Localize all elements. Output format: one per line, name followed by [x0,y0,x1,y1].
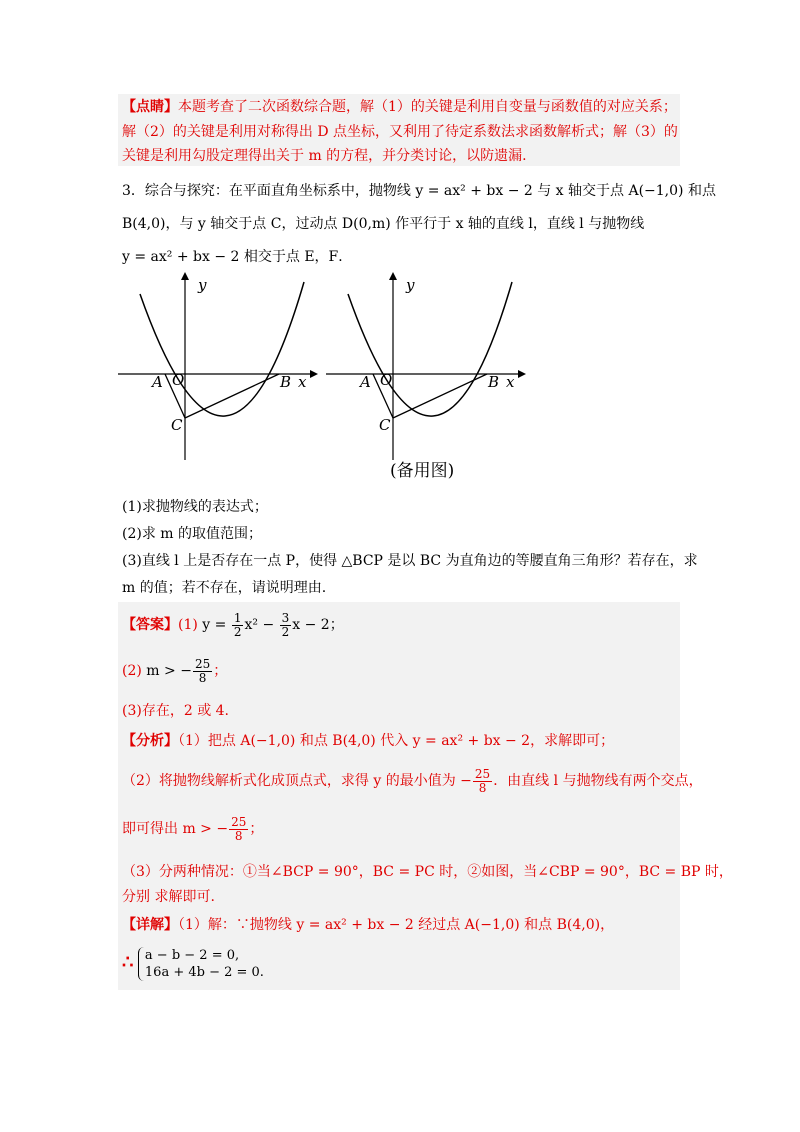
x-axis-label: x [506,373,515,391]
detail-system: ∴ a − b − 2 = 0, 16a + 4b − 2 = 0. [122,948,264,980]
question-1: (1)求抛物线的表达式； [122,499,268,515]
analysis-line-5: 分别 求解即可. [122,889,215,905]
figure-caption: (备用图) [390,461,455,481]
problem-line-2: B(4,0)，与 y 轴交于点 C，过动点 D(0,m) 作平行于 x 轴的直线 l，直线 l 与抛物线 [122,216,645,232]
problem-line-1: 3．综合与探究：在平面直角坐标系中，抛物线 y = ax² + bx − 2 与 x 轴交于点 A(−1,0) 和点 [122,183,716,199]
equation-system: a − b − 2 = 0, 16a + 4b − 2 = 0. [138,947,264,981]
answer-1: 【答案】(1) y = $\frac{1}{2}$ x² − $\frac{3}{2}$ x − 2； [122,610,344,639]
point-c-label: C [379,416,391,434]
detail-line-1: 【详解】（1）解：∵抛物线 y = ax² + bx − 2 经过点 A(−1,0) 和点 B(4,0)， [122,917,615,933]
dianjing-tag: 【点睛】 [122,99,178,115]
point-b-label: B [280,373,292,391]
answer-3: (3)存在，2 或 4. [122,703,229,719]
point-c-label: C [171,416,183,434]
point-a-label: A [360,373,371,391]
fraction: $\frac{25}{8}$ [231,814,247,843]
origin-label: O [380,371,393,389]
dianjing-line-3: 关键是利用勾股定理得出关于 m 的方程，并分类讨论，以防遗漏. [122,148,527,164]
dianjing-line-1: 【点睛】本题考查了二次函数综合题，解（1）的关键是利用自变量与函数值的对应关系； [122,99,677,115]
y-axis-label: y [406,276,415,294]
analysis-line-1: 【分析】（1）把点 A(−1,0) 和点 B(4,0) 代入 y = ax² + bx − 2，求解即可； [122,733,615,749]
question-2: (2)求 m 的取值范围； [122,526,263,542]
answer-2: (2) m > − $\frac{25}{8}$ ； [122,656,228,685]
dianjing-line-2: 解（2）的关键是利用对称得出 D 点坐标，又利用了待定系数法求函数解析式；解（3）的 [122,124,678,140]
analysis-line-2: （2）将抛物线解析式化成顶点式，求得 y 的最小值为 − $\frac{25}{8}$ ．由直线 l 与抛物线有两个交点， [122,766,703,795]
parabola-figure-left [118,272,318,462]
x-axis-label: x [298,373,307,391]
fraction: $\frac{25}{8}$ [194,656,211,685]
question-3-line-2: m 的值；若不存在，请说明理由. [122,580,327,596]
answer-tag: 【答案】 [122,617,178,633]
fraction: $\frac{1}{2}$ [233,610,242,639]
analysis-tag: 【分析】 [122,733,178,749]
point-a-label: A [152,373,163,391]
parabola-figure-right [326,272,526,462]
analysis-line-4: （3）分两种情况：①当∠BCP = 90°，BC = PC 时，②如图，当∠CBP = 90°，BC = BP 时， [122,864,733,880]
fraction: $\frac{25}{8}$ [474,766,491,795]
origin-label: O [172,371,185,389]
y-axis-label: y [198,276,207,294]
analysis-line-3: 即可得出 m > − $\frac{25}{8}$ ； [122,814,264,843]
detail-tag: 【详解】 [122,917,178,933]
point-b-label: B [488,373,500,391]
question-3-line-1: (3)直线 l 上是否存在一点 P，使得 △BCP 是以 BC 为直角边的等腰直角三角形？若存在，求 [122,553,698,569]
problem-line-3: y = ax² + bx − 2 相交于点 E，F． [122,249,353,265]
fraction: $\frac{3}{2}$ [281,610,290,639]
